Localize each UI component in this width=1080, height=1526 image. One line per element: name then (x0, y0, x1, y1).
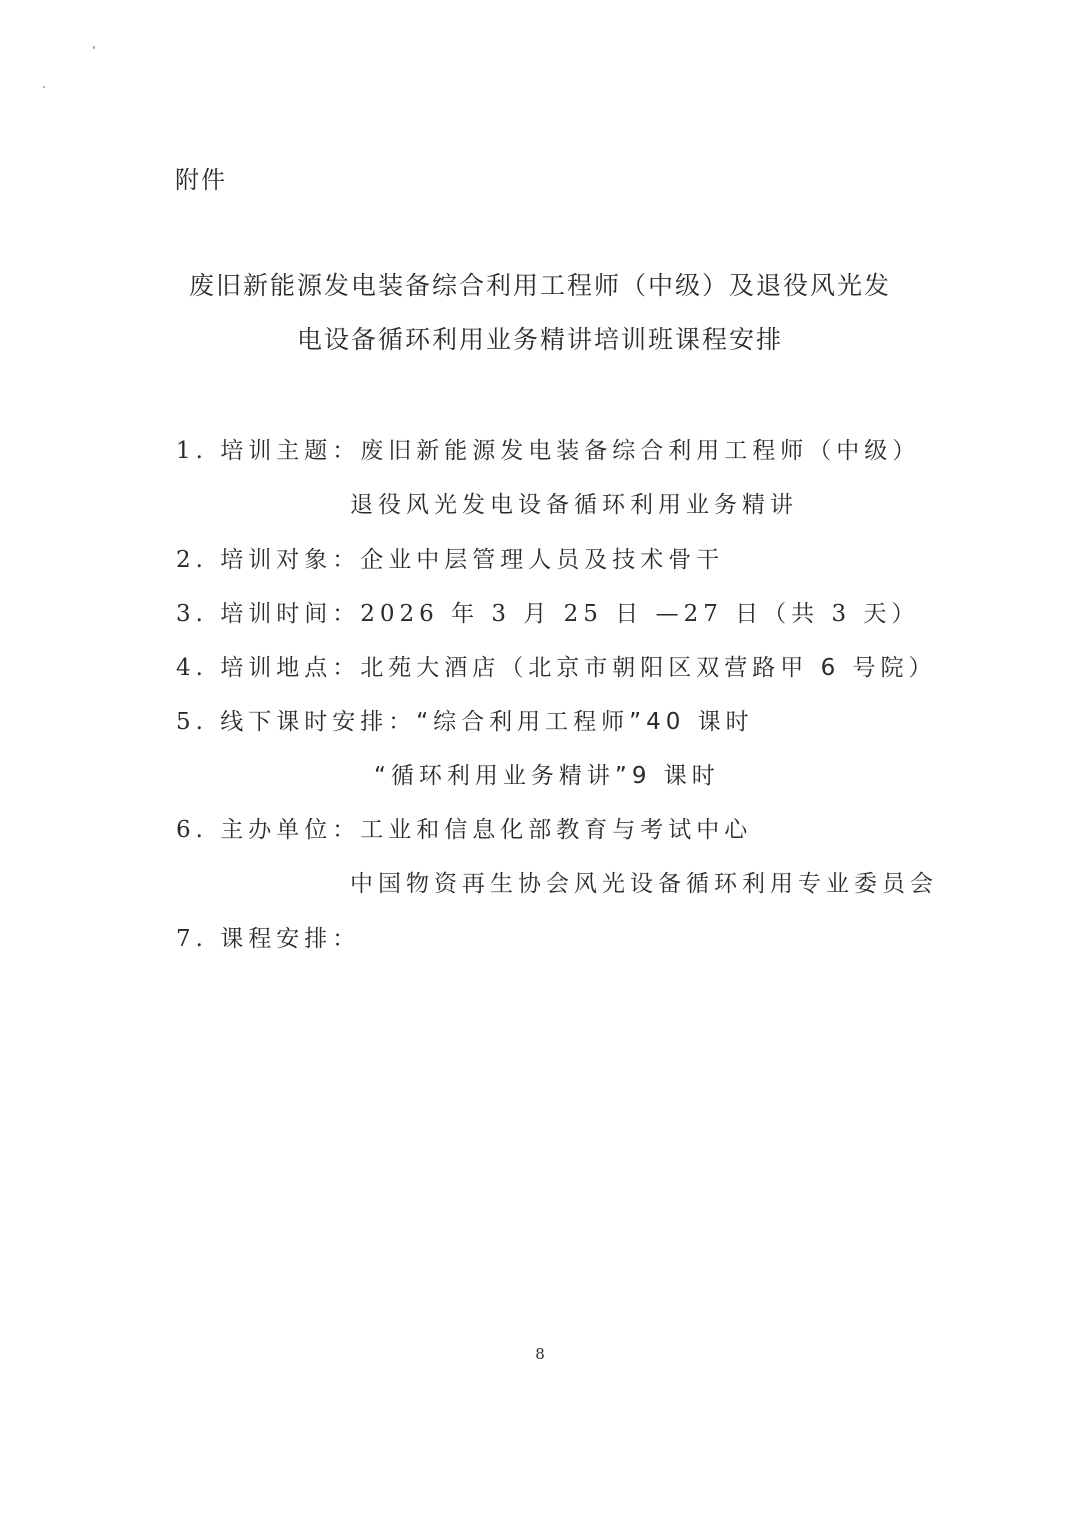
item-value: 企业中层管理人员及技术骨干 (360, 547, 725, 573)
item-4 (176, 649, 937, 682)
item-number: 3. (176, 601, 208, 627)
item-3 (176, 595, 919, 628)
page-number: 8 (535, 1345, 545, 1363)
item-number: 6. (176, 817, 208, 843)
item-7 (176, 920, 360, 953)
item-label: 培训对象： (220, 547, 361, 573)
scan-speck (93, 46, 95, 49)
item-label: 培训主题： (220, 438, 361, 464)
item-value: 2026 年 3 月 25 日 —27 日（共 3 天） (360, 601, 920, 627)
document-title-line-2: 电设备循环利用业务精讲培训班课程安排 (296, 325, 783, 354)
attachment-label: 附件 (175, 166, 227, 194)
item-number: 4. (176, 655, 208, 681)
item-1 (176, 432, 920, 465)
item-number: 7. (176, 926, 208, 952)
item-value: 废旧新能源发电装备综合利用工程师（中级） (360, 438, 921, 464)
item-label: 线下课时安排： (220, 709, 417, 735)
item-label: 主办单位： (220, 817, 361, 843)
item-label: 培训地点： (220, 655, 361, 681)
item-number: 5. (176, 709, 208, 735)
item-label: 课程安排： (220, 926, 361, 952)
item-2 (176, 541, 724, 574)
item-value: 北苑大酒店（北京市朝阳区双营路甲 6 号院） (360, 655, 937, 681)
item-6 (176, 811, 752, 844)
item-5 (176, 703, 754, 736)
item-6-continuation: 中国物资再生协会风光设备循环利用专业委员会 (350, 871, 938, 897)
item-number: 1. (176, 438, 208, 464)
document-title-line-1: 废旧新能源发电装备综合利用工程师（中级）及退役风光发 (188, 271, 891, 300)
item-5-continuation: “循环利用业务精讲”9 课时 (374, 763, 720, 789)
item-value: “综合利用工程师”40 课时 (416, 709, 754, 735)
item-value: 工业和信息化部教育与考试中心 (360, 817, 753, 843)
scan-speck (43, 86, 45, 88)
item-label: 培训时间： (220, 601, 361, 627)
item-number: 2. (176, 547, 208, 573)
item-1-continuation: 退役风光发电设备循环利用业务精讲 (350, 492, 798, 518)
